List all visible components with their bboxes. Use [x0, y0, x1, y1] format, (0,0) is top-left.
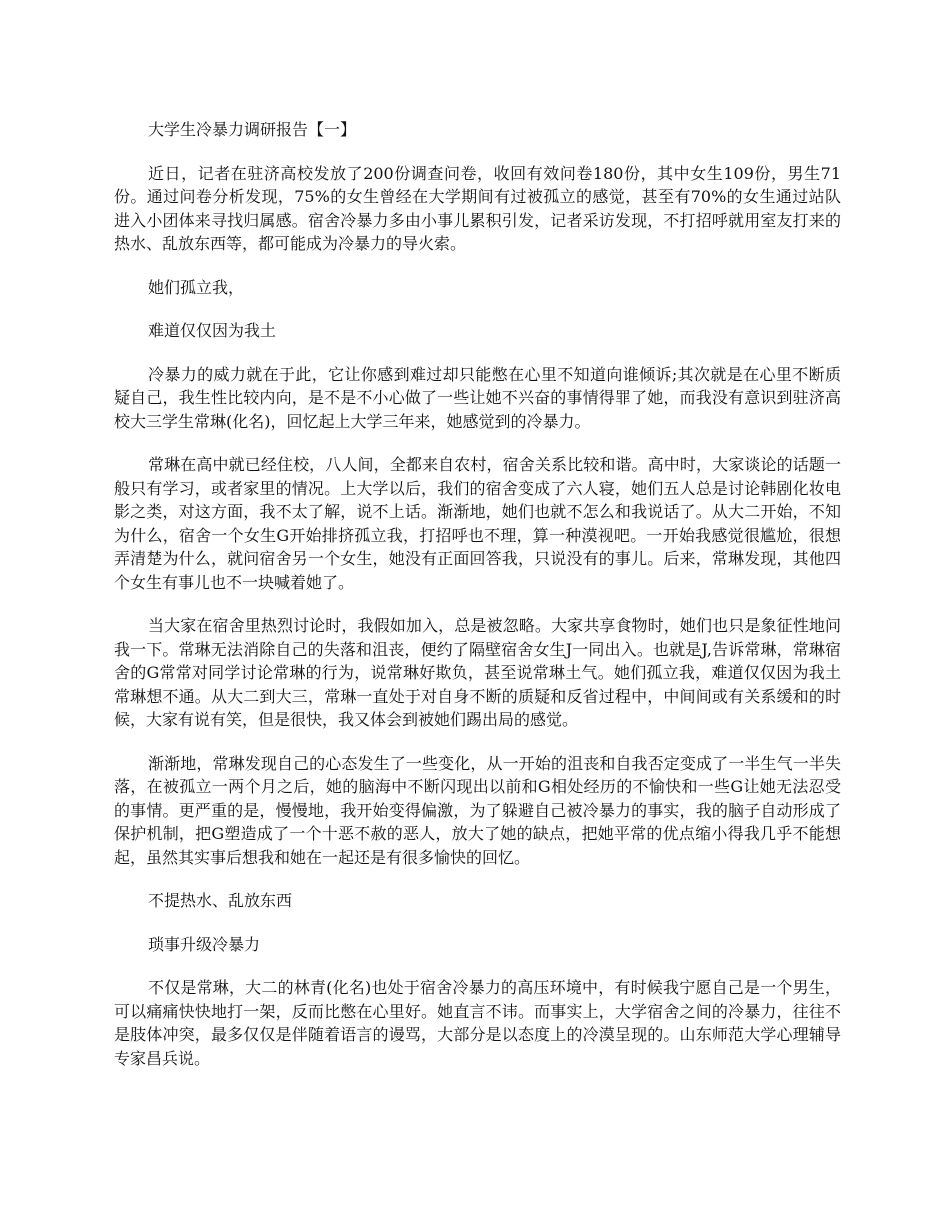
subheading-trivia-line1: 不提热水、乱放东西 — [148, 891, 293, 910]
subheading-isolated-line1: 她们孤立我， — [148, 277, 245, 297]
paragraph-power-of-cold-violence: 冷暴力的威力就在于此，它让你感到难过却只能憋在心里不知道向谁倾诉;其次就是在心里不断质疑自己，我生性比较内向，是不是不小心做了一些让她不兴奋的事情得罪了她，而我没有意识到驻济高校大三学生常琳(化名)，回忆起上大学三年来，她感觉到的冷暴力。 — [114, 364, 841, 431]
paragraph-lin-qing: 不仅是常琳，大二的林青(化名)也处于宿舍冷暴力的高压环境中，有时候我宁愿自己是一个男生，可以痛痛快快地打一架，反而比憋在心里好。她直言不讳。而事实上，大学宿舍之间的冷暴力，往往不是肢体冲突，最多仅仅是伴随着语言的谩骂，大部分是以态度上的冷漠呈现的。山东师范大学心理辅导专家昌兵说。 — [114, 978, 841, 1068]
report-title: 大学生冷暴力调研报告【一】 — [148, 120, 357, 139]
paragraph-survey: 近日，记者在驻济高校发放了200份调查问卷，收回有效问卷180份，其中女生109份，男生71份。通过问卷分析发现，75%的女生曾经在大学期间有过被孤立的感觉，甚至有70%的女生通过站队进入小团体来寻找归属感。宿舍冷暴力多由小事儿累积引发，记者采访发现，不打招呼就用室友打来的热水、乱放东西等，都可能成为冷暴力的导火索。 — [114, 163, 841, 253]
paragraph-mindset-change: 渐渐地，常琳发现自己的心态发生了一些变化，从一开始的沮丧和自我否定变成了一半生气一半失落，在被孤立一两个月之后，她的脑海中不断闪现出以前和G相处经历的不愉快和一些G让她无法忍受的事情。更严重的是，慢慢地，我开始变得偏激，为了躲避自己被冷暴力的事实，我的脑子自动形成了保护机制，把G塑造成了一个十恶不赦的恶人，放大了她的缺点，把她平常的优点缩小得我几乎不能想起，虽然其实事后想我和她在一起还是有很多愉快的回忆。 — [114, 753, 841, 867]
subheading-trivia-line2: 琐事升级冷暴力 — [148, 934, 261, 954]
paragraph-ignored: 当大家在宿舍里热烈讨论时，我假如加入，总是被忽略。大家共享食物时，她们也只是象征性地问我一下。常琳无法消除自己的失落和沮丧，便约了隔壁宿舍女生J一同出入。也就是J,告诉常琳，常琳宿舍的G常常对同学讨论常琳的行为，说常琳好欺负，甚至说常琳土气。她们孤立我，难道仅仅因为我土常琳想不通。从大二到大三，常琳一直处于对自身不断的质疑和反省过程中，中间间或有关系缓和的时候，大家有说有笑，但是很快，我又体会到被她们踢出局的感觉。 — [114, 616, 841, 729]
subheading-isolated-line2: 难道仅仅因为我土 — [148, 321, 277, 340]
document-body — [114, 118, 841, 1090]
paragraph-high-school: 常琳在高中就已经住校，八人间，全都来自农村，宿舍关系比较和谐。高中时，大家谈论的话题一般只有学习，或者家里的情况。上大学以后，我们的宿舍变成了六人寝，她们五人总是讨论韩剧化妆电影之类，对这方面，我不太了解，说不上话。渐渐地，她们也就不怎么和我说话了。从大二开始，不知为什么，宿舍一个女生G开始排挤孤立我，打招呼也不理，算一种漠视吧。一开始我感觉很尴尬，很想弄清楚为什么，就问宿舍另一个女生，她没有正面回答我，只说没有的事儿。后来，常琳发现，其他四个女生有事儿也不一块喊着她了。 — [114, 455, 841, 592]
